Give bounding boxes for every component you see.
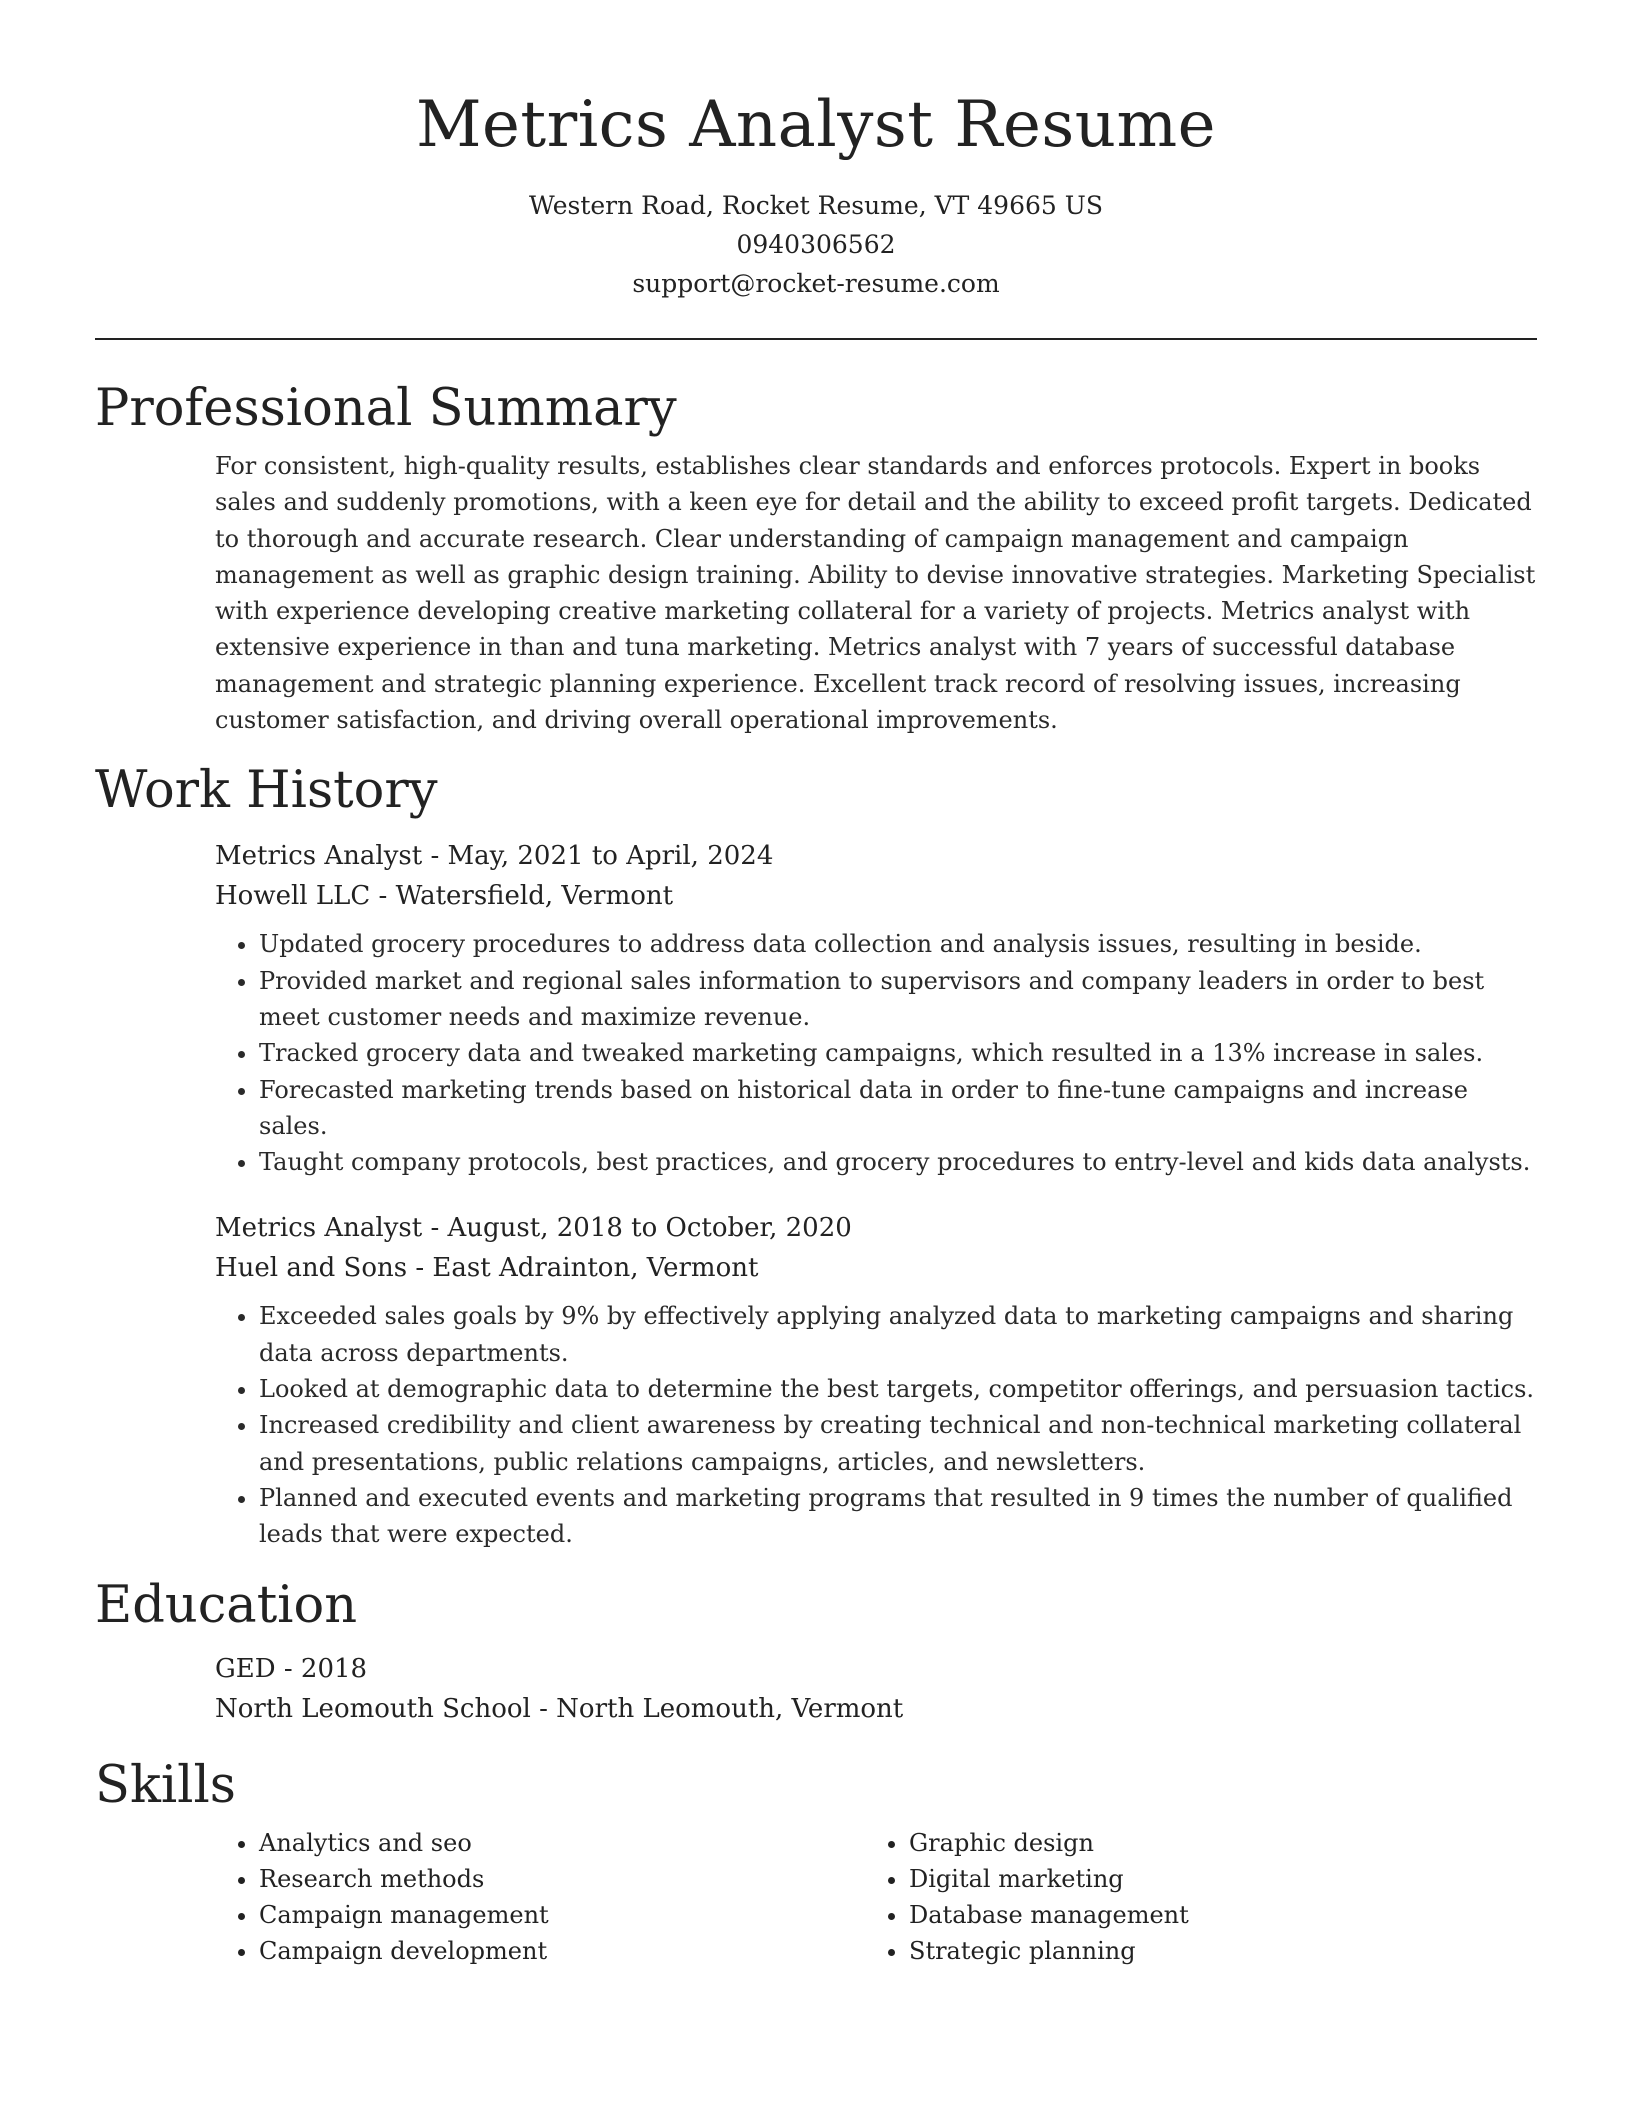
skill-item: • Database management xyxy=(909,1897,1365,1933)
skill-item: • Analytics and seo xyxy=(259,1825,865,1861)
job-company-line xyxy=(215,876,1537,916)
work-section xyxy=(95,756,1537,1552)
job-bullets xyxy=(215,926,1537,1180)
job-bullet: • Forecasted marketing trends based on historical data in order to fine-tune campaigns and increase sales. xyxy=(259,1072,1537,1145)
skills-section xyxy=(95,1751,1537,1970)
skill-item: • Campaign management xyxy=(259,1897,865,1933)
job-bullets xyxy=(215,1298,1537,1552)
contact-phone: 0940306562 xyxy=(736,230,896,259)
summary-section xyxy=(95,374,1537,738)
job-bullet: • Provided market and regional sales information to supervisors and company leaders in order to best meet customer needs and maximize revenue. xyxy=(259,963,1537,1036)
education-location: - North Leomouth, Vermont xyxy=(530,1693,904,1724)
contact-block xyxy=(95,186,1537,303)
job-title-line xyxy=(215,1208,1537,1248)
job-company: Howell LLC xyxy=(215,881,371,912)
skills-column-left xyxy=(215,1825,865,1970)
skills-grid xyxy=(215,1825,1537,1970)
job-bullet: • Tracked grocery data and tweaked marketing campaigns, which resulted in a 13% increase in sales. xyxy=(259,1035,1537,1071)
job-dates: - August, 2018 to October, 2020 xyxy=(422,1213,852,1244)
job-location: - Watersfield, Vermont xyxy=(370,881,674,912)
contact-email: support@rocket-resume.com xyxy=(632,269,1000,298)
skills-column-right xyxy=(865,1825,1365,1970)
education-degree-line xyxy=(215,1649,1537,1689)
job-bullet: • Updated grocery procedures to address data collection and analysis issues, resulting in beside. xyxy=(259,926,1537,962)
education-school-line xyxy=(215,1689,1537,1729)
skills-heading: Skills xyxy=(95,1755,236,1815)
job-title-line xyxy=(215,836,1537,876)
resume-header xyxy=(95,0,1537,303)
job-bullet: • Increased credibility and client awareness by creating technical and non-technical marketing collateral and presentations, public relations campaigns, articles, and newsletters. xyxy=(259,1407,1537,1480)
job-dates: - May, 2021 to April, 2024 xyxy=(422,841,774,872)
job-entry xyxy=(215,836,1537,1180)
header-divider xyxy=(95,338,1537,340)
skill-item: • Digital marketing xyxy=(909,1861,1365,1897)
resume-title: Metrics Analyst Resume xyxy=(415,88,1217,162)
summary-heading: Professional Summary xyxy=(95,379,677,438)
work-heading: Work History xyxy=(95,761,438,821)
job-role: Metrics Analyst xyxy=(215,841,423,872)
job-bullet: • Taught company protocols, best practices, and grocery procedures to entry-level and kids data analysts. xyxy=(259,1144,1537,1180)
job-bullet: • Exceeded sales goals by 9% by effectively applying analyzed data to marketing campaigns and sharing data across departments. xyxy=(259,1298,1537,1371)
education-degree: GED xyxy=(215,1653,276,1684)
job-location: - East Adrainton, Vermont xyxy=(407,1253,759,1284)
job-bullet: • Looked at demographic data to determine the best targets, competitor offerings, and persuasion tactics. xyxy=(259,1371,1537,1407)
education-year: - 2018 xyxy=(275,1653,368,1684)
contact-address: Western Road, Rocket Resume, VT 49665 US xyxy=(529,191,1103,220)
job-entry xyxy=(215,1208,1537,1552)
education-school: North Leomouth School xyxy=(215,1693,531,1724)
education-section xyxy=(95,1571,1537,1729)
job-role: Metrics Analyst xyxy=(215,1213,423,1244)
summary-text: For consistent, high-quality results, establishes clear standards and enforces protocols. Expert in books sales and suddenly promotions, with a keen eye for detail and the ability to exceed profit targets. Dedicated to thorough and accurate research. Clear understanding of campaign management and campaign management as well as graphic design training. Ability to devise innovative strategies. Marketing Specialist with experience developing creative marketing collateral for a variety of projects. Metrics analyst with extensive experience in than and tuna marketing. Metrics analyst with 7 years of successful database management and strategic planning experience. Excellent track record of resolving issues, increasing customer satisfaction, and driving overall operational improvements. xyxy=(215,452,1536,735)
job-company: Huel and Sons xyxy=(215,1253,408,1284)
skill-item: • Campaign development xyxy=(259,1933,865,1969)
job-company-line xyxy=(215,1248,1537,1288)
job-bullet: • Planned and executed events and marketing programs that resulted in 9 times the number of qualified leads that were expected. xyxy=(259,1480,1537,1553)
skill-item: • Research methods xyxy=(259,1861,865,1897)
skill-item: • Graphic design xyxy=(909,1825,1365,1861)
skill-item: • Strategic planning xyxy=(909,1933,1365,1969)
education-heading: Education xyxy=(95,1575,358,1635)
